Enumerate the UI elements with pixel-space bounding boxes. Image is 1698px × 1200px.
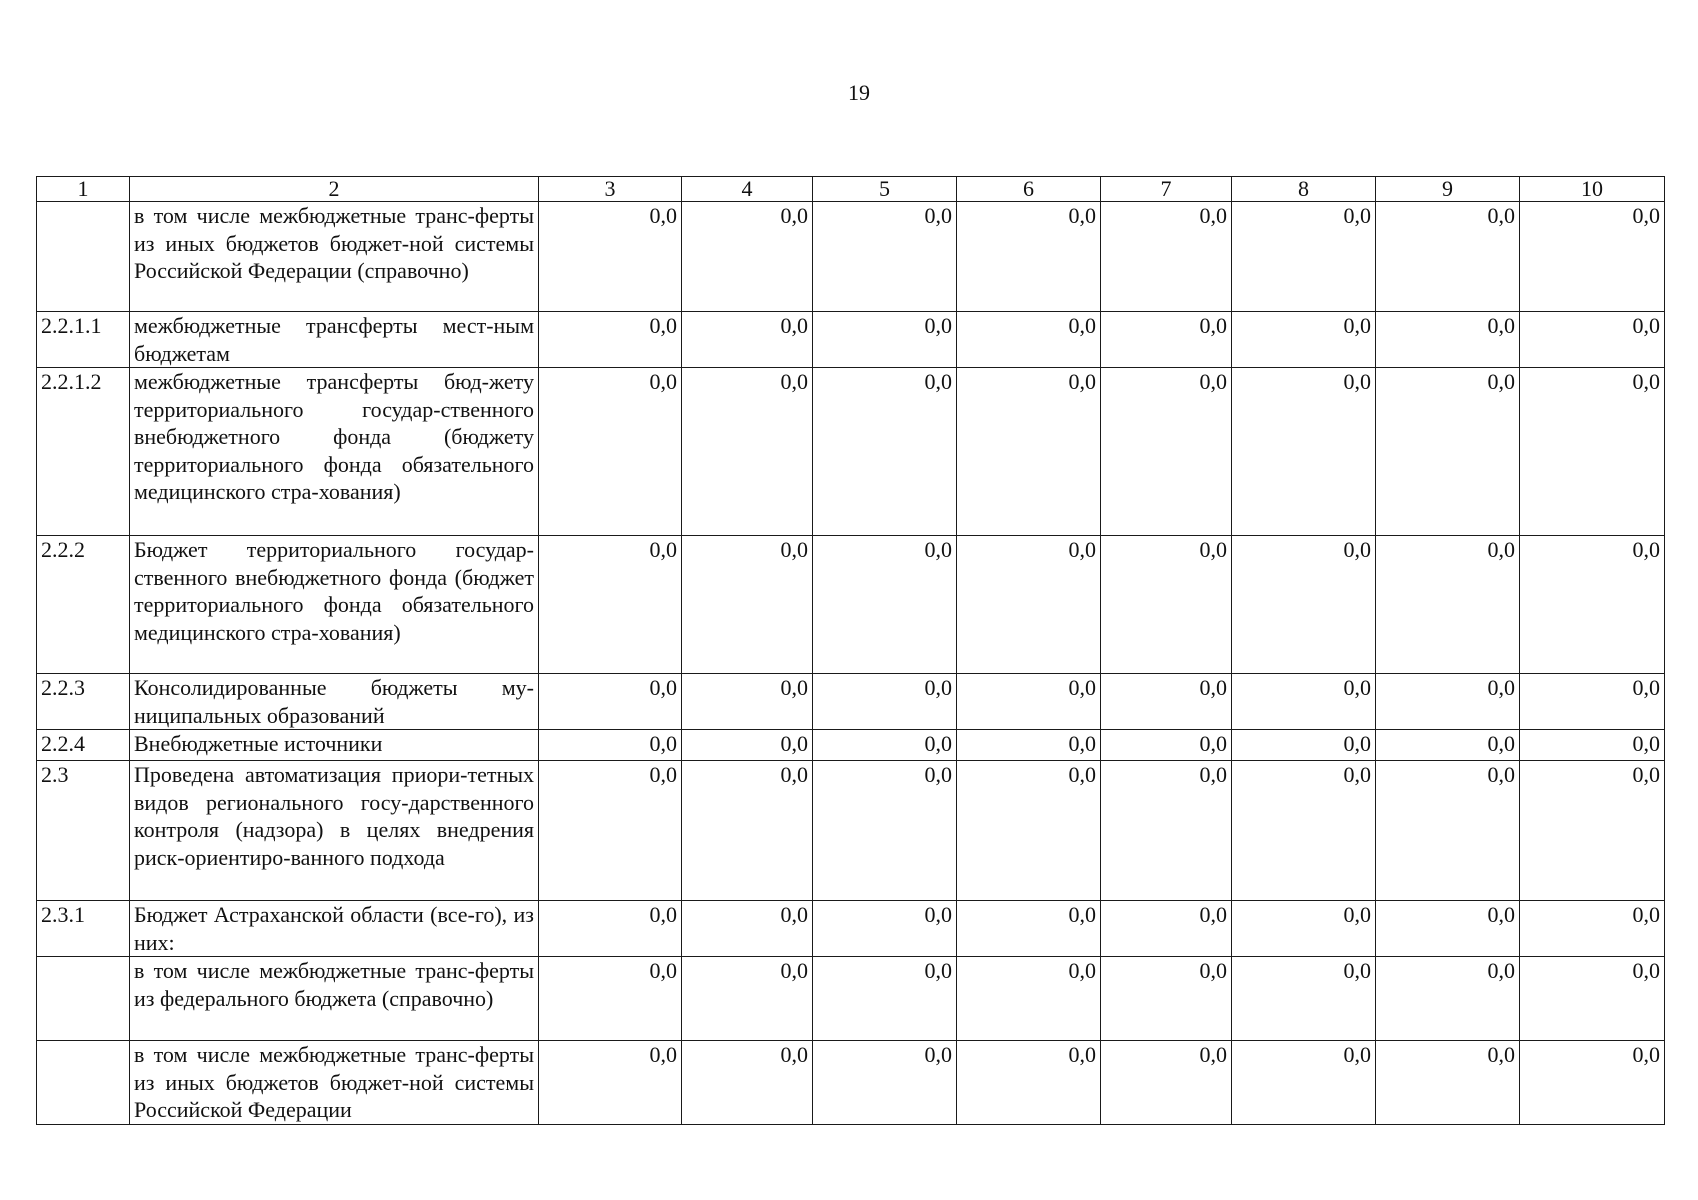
- value-cell: 0,0: [1376, 202, 1520, 312]
- value-cell: 0,0: [1376, 1041, 1520, 1125]
- value-cell: 0,0: [1101, 901, 1232, 957]
- value-cell: 0,0: [682, 674, 813, 730]
- column-header: 5: [813, 177, 957, 202]
- value-cell: 0,0: [1101, 1041, 1232, 1125]
- value-cell: 0,0: [539, 202, 682, 312]
- value-cell: 0,0: [539, 761, 682, 901]
- value-cell: 0,0: [539, 1041, 682, 1125]
- table-row: [37, 901, 1665, 957]
- row-code: 2.3.1: [37, 901, 130, 957]
- row-description: Консолидированные бюджеты му-ниципальных образований: [130, 674, 539, 730]
- value-cell: 0,0: [539, 368, 682, 536]
- column-header: 9: [1376, 177, 1520, 202]
- value-cell: 0,0: [1520, 957, 1665, 1041]
- value-cell: 0,0: [1101, 368, 1232, 536]
- value-cell: 0,0: [1376, 730, 1520, 761]
- value-cell: 0,0: [1376, 674, 1520, 730]
- value-cell: 0,0: [1101, 312, 1232, 368]
- table-row: [37, 674, 1665, 730]
- value-cell: 0,0: [682, 202, 813, 312]
- value-cell: 0,0: [1376, 761, 1520, 901]
- page-number: 19: [848, 80, 870, 105]
- value-cell: 0,0: [539, 312, 682, 368]
- value-cell: 0,0: [682, 536, 813, 674]
- row-description: Проведена автоматизация приори-тетных видов регионального госу-дарственного контроля (надзора) в целях внедрения риск-ориентиро-ванного подхода: [130, 761, 539, 901]
- budget-table: [36, 176, 1665, 1125]
- value-cell: 0,0: [1376, 901, 1520, 957]
- row-code: 2.2.1.1: [37, 312, 130, 368]
- value-cell: 0,0: [682, 368, 813, 536]
- value-cell: 0,0: [813, 730, 957, 761]
- value-cell: 0,0: [813, 901, 957, 957]
- row-code: [37, 1041, 130, 1125]
- row-code: 2.3: [37, 761, 130, 901]
- row-code: 2.2.1.2: [37, 368, 130, 536]
- column-header: 1: [37, 177, 130, 202]
- value-cell: 0,0: [1232, 202, 1376, 312]
- value-cell: 0,0: [1376, 536, 1520, 674]
- value-cell: 0,0: [539, 730, 682, 761]
- value-cell: 0,0: [813, 674, 957, 730]
- value-cell: 0,0: [1520, 730, 1665, 761]
- row-code: 2.2.3: [37, 674, 130, 730]
- value-cell: 0,0: [682, 901, 813, 957]
- value-cell: 0,0: [1101, 536, 1232, 674]
- value-cell: 0,0: [1376, 957, 1520, 1041]
- value-cell: 0,0: [1232, 901, 1376, 957]
- value-cell: 0,0: [539, 901, 682, 957]
- table-header-row: [37, 177, 1665, 202]
- value-cell: 0,0: [1376, 368, 1520, 536]
- value-cell: 0,0: [813, 957, 957, 1041]
- value-cell: 0,0: [1520, 1041, 1665, 1125]
- value-cell: 0,0: [1520, 901, 1665, 957]
- value-cell: 0,0: [1232, 536, 1376, 674]
- column-header: 10: [1520, 177, 1665, 202]
- row-description: в том числе межбюджетные транс-ферты из иных бюджетов бюджет-ной системы Российской Федерации: [130, 1041, 539, 1125]
- value-cell: 0,0: [682, 1041, 813, 1125]
- row-description: межбюджетные трансферты мест-ным бюджетам: [130, 312, 539, 368]
- value-cell: 0,0: [682, 957, 813, 1041]
- value-cell: 0,0: [1101, 957, 1232, 1041]
- value-cell: 0,0: [957, 761, 1101, 901]
- value-cell: 0,0: [813, 312, 957, 368]
- value-cell: 0,0: [957, 1041, 1101, 1125]
- value-cell: 0,0: [539, 536, 682, 674]
- value-cell: 0,0: [957, 957, 1101, 1041]
- value-cell: 0,0: [682, 730, 813, 761]
- table-row: [37, 312, 1665, 368]
- value-cell: 0,0: [957, 312, 1101, 368]
- value-cell: 0,0: [957, 730, 1101, 761]
- value-cell: 0,0: [1520, 368, 1665, 536]
- value-cell: 0,0: [682, 761, 813, 901]
- row-description: межбюджетные трансферты бюд-жету территориального государ-ственного внебюджетного фонда (бюджету территориального фонда обязательного медицинского стра-хования): [130, 368, 539, 536]
- value-cell: 0,0: [1520, 674, 1665, 730]
- column-header: 2: [130, 177, 539, 202]
- value-cell: 0,0: [1232, 730, 1376, 761]
- value-cell: 0,0: [1232, 1041, 1376, 1125]
- value-cell: 0,0: [957, 202, 1101, 312]
- row-code: [37, 957, 130, 1041]
- value-cell: 0,0: [957, 674, 1101, 730]
- value-cell: 0,0: [813, 761, 957, 901]
- table-row: [37, 536, 1665, 674]
- column-header: 3: [539, 177, 682, 202]
- table-row: [37, 730, 1665, 761]
- value-cell: 0,0: [1101, 202, 1232, 312]
- value-cell: 0,0: [1101, 674, 1232, 730]
- table-row: [37, 202, 1665, 312]
- row-description: Бюджет Астраханской области (все-го), из них:: [130, 901, 539, 957]
- value-cell: 0,0: [1101, 730, 1232, 761]
- row-description: Бюджет территориального государ-ственного внебюджетного фонда (бюджет территориального фонда обязательного медицинского стра-хования): [130, 536, 539, 674]
- value-cell: 0,0: [957, 536, 1101, 674]
- column-header: 6: [957, 177, 1101, 202]
- column-header: 8: [1232, 177, 1376, 202]
- table-row: [37, 1041, 1665, 1125]
- value-cell: 0,0: [1101, 761, 1232, 901]
- table-row: [37, 761, 1665, 901]
- value-cell: 0,0: [813, 1041, 957, 1125]
- value-cell: 0,0: [1520, 312, 1665, 368]
- value-cell: 0,0: [813, 202, 957, 312]
- row-code: 2.2.4: [37, 730, 130, 761]
- value-cell: 0,0: [1376, 312, 1520, 368]
- value-cell: 0,0: [1520, 761, 1665, 901]
- value-cell: 0,0: [957, 368, 1101, 536]
- value-cell: 0,0: [1232, 957, 1376, 1041]
- value-cell: 0,0: [1232, 761, 1376, 901]
- value-cell: 0,0: [957, 901, 1101, 957]
- row-code: [37, 202, 130, 312]
- value-cell: 0,0: [813, 536, 957, 674]
- value-cell: 0,0: [539, 674, 682, 730]
- value-cell: 0,0: [1232, 368, 1376, 536]
- value-cell: 0,0: [1520, 202, 1665, 312]
- row-description: Внебюджетные источники: [130, 730, 539, 761]
- column-header: 7: [1101, 177, 1232, 202]
- table-row: [37, 368, 1665, 536]
- row-description: в том числе межбюджетные транс-ферты из федерального бюджета (справочно): [130, 957, 539, 1041]
- table-row: [37, 957, 1665, 1041]
- column-header: 4: [682, 177, 813, 202]
- row-description: в том числе межбюджетные транс-ферты из иных бюджетов бюджет-ной системы Российской Федерации (справочно): [130, 202, 539, 312]
- value-cell: 0,0: [1520, 536, 1665, 674]
- value-cell: 0,0: [813, 368, 957, 536]
- value-cell: 0,0: [1232, 312, 1376, 368]
- value-cell: 0,0: [1232, 674, 1376, 730]
- value-cell: 0,0: [682, 312, 813, 368]
- row-code: 2.2.2: [37, 536, 130, 674]
- value-cell: 0,0: [539, 957, 682, 1041]
